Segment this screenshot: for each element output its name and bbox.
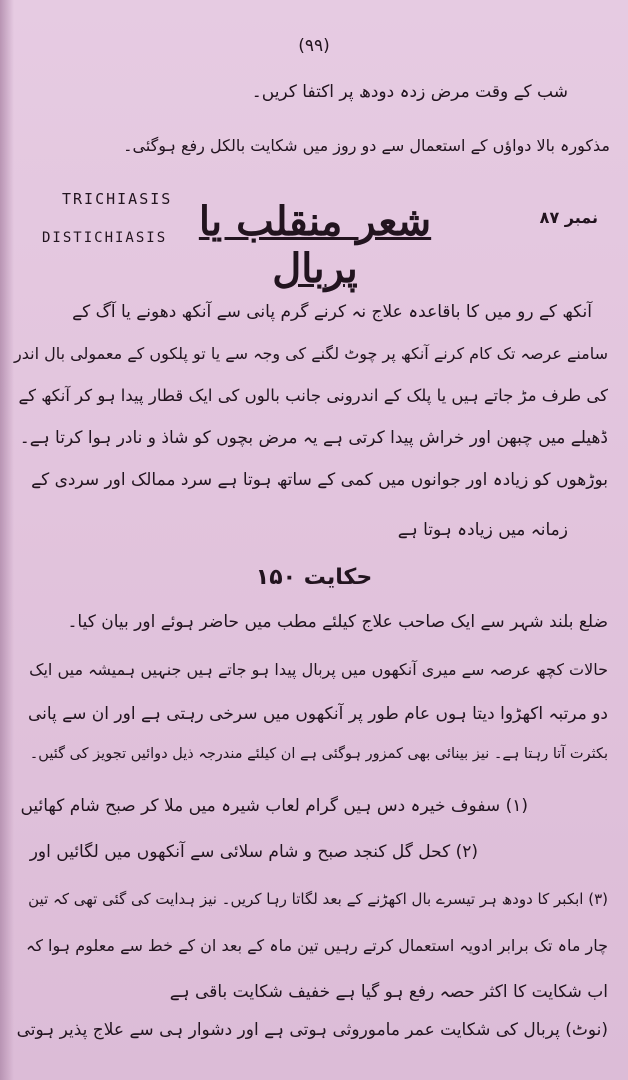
paragraph-line: سامنے عرصہ تک کام کرنے آنکھ پر چوٹ لگنے کی وجہ سے یا تو پلکوں کے معمولی بال اندر: [14, 344, 608, 363]
paragraph-line: (۳) ابکبر کا دودھ ہر تیسرے بال اکھڑنے کے بعد لگاتا رہا کریں۔ نیز ہدایت کی گئی تھی کہ تین: [28, 890, 608, 908]
paragraph-line: (۱) سفوف خیرہ دس ہیں گرام لعاب شیرہ میں ملا کر صبح شام کھائیں: [20, 796, 528, 816]
section-title-block: [0, 178, 628, 292]
paragraph-line: اب شکایت کا اکثر حصہ رفع ہو گیا ہے خفیف شکایت باقی ہے: [169, 982, 608, 1002]
english-term-primary: TRICHIASIS: [62, 190, 173, 208]
paragraph-line: کی طرف مڑ جاتے ہیں یا پلک کے اندرونی جانب بالوں کی ایک قطار پیدا ہو کر آنکھ کے: [18, 386, 608, 405]
english-term-secondary: DISTICHIASIS: [42, 230, 168, 246]
paragraph-line: چار ماہ تک برابر ادویہ استعمال کرتے رہیں تین ماہ کے بعد ان کے خط سے معلوم ہوا کہ: [25, 936, 608, 955]
paragraph-line: حالات کچھ عرصہ سے میری آنکھوں میں پربال پیدا ہو جاتے ہیں جنہیں ہمیشہ میں ایک: [29, 660, 608, 679]
paragraph-line: (نوٹ) پربال کی شکایت عمر ماموروثی ہوتی ہے اور دشوار ہی سے علاج پذیر ہوتی: [16, 1020, 608, 1040]
text-line: شب کے وقت مرض زدہ دودھ پر اکتفا کریں۔: [251, 82, 568, 102]
story-heading: حکایت ۱۵۰: [255, 565, 373, 590]
paragraph-line: بکثرت آتا رہتا ہے۔ نیز بینائی بھی کمزور ہوگئی ہے ان کیلئے مندرجہ ذیل دوائیں تجویز کی گئیں۔: [29, 746, 608, 762]
paragraph-line: دو مرتبہ اکھڑوا دیتا ہوں عام طور پر آنکھوں میں سرخی رہتی ہے اور ان سے پانی: [27, 704, 608, 724]
section-title: شعر منقلب یا پربال: [198, 198, 432, 292]
paragraph-line: (۲) کحل گل کنجد صبح و شام سلائی سے آنکھوں میں لگائیں اور: [29, 842, 478, 862]
page-number: (۹۹): [298, 36, 330, 56]
paragraph-line: زمانہ میں زیادہ ہوتا ہے: [397, 520, 568, 540]
paragraph-line: آنکھ کے رو میں کا باقاعدہ علاج نہ کرنے گرم پانی سے آنکھ دھونے یا آگ کے: [72, 302, 592, 322]
section-number: نمبر ۸۷: [539, 208, 598, 227]
paragraph-line: بوڑھوں کو زیادہ اور جوانوں میں کمی کے ساتھ ہوتا ہے سرد ممالک اور سردی کے: [31, 470, 608, 490]
paragraph-line: ضلع بلند شہر سے ایک صاحب علاج کیلئے مطب میں حاضر ہوئے اور بیان کیا۔: [67, 612, 608, 632]
paragraph-line: ڈھیلے میں چبھن اور خراش پیدا کرتی ہے یہ مرض بچوں کو شاذ و نادر ہوا کرتا ہے۔: [19, 428, 608, 448]
text-line: مذکورہ بالا دواؤں کے استعمال سے دو روز میں شکایت بالکل رفع ہوگئی۔: [123, 136, 610, 155]
